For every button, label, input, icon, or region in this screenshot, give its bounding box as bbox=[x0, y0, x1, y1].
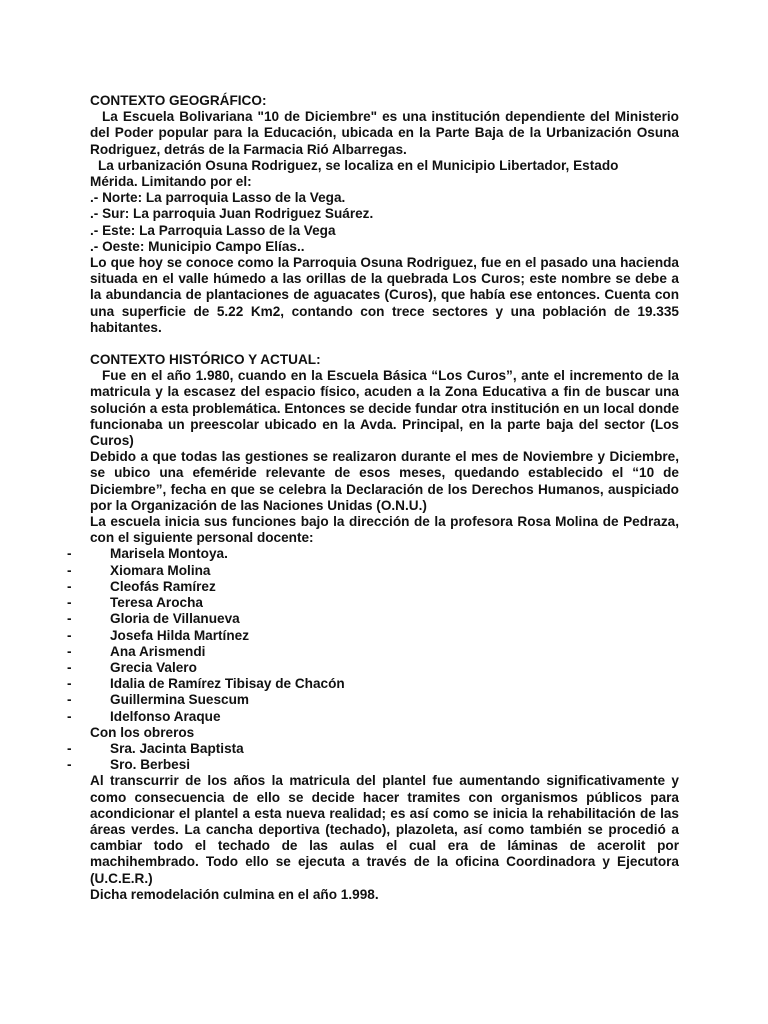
list-item: - Marisela Montoya. bbox=[67, 546, 228, 562]
list-bullet: - bbox=[67, 578, 72, 594]
hist-paragraph-5: Dicha remodelación culmina en el año 1.998. bbox=[90, 886, 379, 902]
workers-label: Con los obreros bbox=[90, 724, 195, 740]
geo-limit-east: .- Este: La Parroquia Lasso de la Vega bbox=[90, 222, 336, 238]
list-bullet: - bbox=[67, 659, 72, 675]
list-bullet: - bbox=[67, 595, 72, 611]
list-bullet: - bbox=[67, 562, 72, 578]
hist-paragraph-3: La escuela inicia sus funciones bajo la dirección de la profesora Rosa Molina de Pedraza, con el siguiente personal docente: bbox=[90, 514, 679, 546]
hist-paragraph-2: Debido a que todas las gestiones se realizaron durante el mes de Noviembre y Diciembre, se ubico una efeméride relevante de esos meses, quedando establecido el “10 de Diciembre”, fecha en que se celebra la Declaración de los Derechos Humanos, auspiciado por la Organización de las Naciones Unidas (O.N.U.) bbox=[90, 449, 679, 513]
geo-paragraph-2a: La urbanización Osuna Rodriguez, se localiza en el Municipio Libertador, Estado bbox=[98, 157, 619, 173]
geo-paragraph-1: La Escuela Bolivariana "10 de Diciembre" es una institución dependiente del Ministerio del Poder popular para la Educación, ubicada en la Parte Baja de la Urbanización Osuna Rodriguez, detrás de la Farmacia Rió Albarregas. bbox=[90, 109, 679, 157]
list-bullet: - bbox=[67, 643, 72, 659]
list-item: - Josefa Hilda Martínez bbox=[67, 627, 249, 643]
list-bullet: - bbox=[67, 740, 72, 756]
geo-paragraph-2b: Mérida. Limitando por el: bbox=[90, 174, 252, 190]
list-bullet: - bbox=[67, 611, 72, 627]
list-bullet: - bbox=[67, 708, 72, 724]
list-item: - Grecia Valero bbox=[67, 659, 197, 675]
list-bullet: - bbox=[67, 692, 72, 708]
teacher-list bbox=[67, 546, 679, 724]
hist-paragraph-1: Fue en el año 1.980, cuando en la Escuela Básica “Los Curos”, ante el incremento de la matricula y la escasez del espacio físico, acuden a la Zona Educativa a fin de buscar una solución a esta problemática. Entonces se decide fundar otra institución en un local donde funcionaba un preescolar ubicado en la Avda. Principal, en la parte baja del sector (Los Curos) bbox=[90, 368, 679, 449]
list-item: - Idalia de Ramírez Tibisay de Chacón bbox=[67, 676, 345, 692]
hist-paragraph-4: Al transcurrir de los años la matricula del plantel fue aumentando significativamente y como consecuencia de ello se decide hacer tramites con organismos públicos para acondicionar el plantel a esta nueva realidad; es así como se inicia la rehabilitación de las áreas verdes. La cancha deportiva (techado), plazoleta, así como también se procedió a cambiar todo el techado de las aulas el cual era de láminas de acerolit por machihembrado. Todo ello se ejecuta a través de la oficina Coordinadora y Ejecutora (U.C.E.R.) bbox=[90, 773, 679, 886]
list-bullet: - bbox=[67, 757, 72, 773]
geo-paragraph-3: Lo que hoy se conoce como la Parroquia Osuna Rodriguez, fue en el pasado una hacienda situada en el valle húmedo a las orillas de la quebrada Los Curos; este nombre se debe a la abundancia de plantaciones de aguacates (Curos), que había ese entonces. Cuenta con una superficie de 5.22 Km2, contando con trece sectores y una población de 19.335 habitantes. bbox=[90, 255, 679, 335]
document-page bbox=[67, 93, 679, 903]
geo-heading: CONTEXTO GEOGRÁFICO: bbox=[90, 93, 267, 108]
worker-list bbox=[67, 740, 679, 773]
list-bullet: - bbox=[67, 627, 72, 643]
list-item: - Teresa Arocha bbox=[67, 595, 203, 611]
list-item: - Cleofás Ramírez bbox=[67, 578, 216, 594]
hist-heading: CONTEXTO HISTÓRICO Y ACTUAL: bbox=[90, 352, 321, 368]
list-item: - Sro. Berbesi bbox=[67, 757, 191, 773]
geo-limit-south: .- Sur: La parroquia Juan Rodriguez Suárez. bbox=[90, 206, 374, 222]
list-item: - Guillermina Suescum bbox=[67, 692, 250, 708]
geo-limit-north: .- Norte: La parroquia Lasso de la Vega. bbox=[90, 190, 346, 206]
list-bullet: - bbox=[67, 546, 72, 562]
list-item: - Ana Arismendi bbox=[67, 643, 206, 659]
list-item: - Idelfonso Araque bbox=[67, 708, 221, 724]
list-item: - Xiomara Molina bbox=[67, 562, 211, 578]
list-bullet: - bbox=[67, 676, 72, 692]
geo-limit-west: .- Oeste: Municipio Campo Elías.. bbox=[90, 238, 305, 254]
list-item: - Sra. Jacinta Baptista bbox=[67, 740, 244, 756]
list-item: - Gloria de Villanueva bbox=[67, 611, 240, 627]
section-spacer bbox=[90, 336, 679, 352]
